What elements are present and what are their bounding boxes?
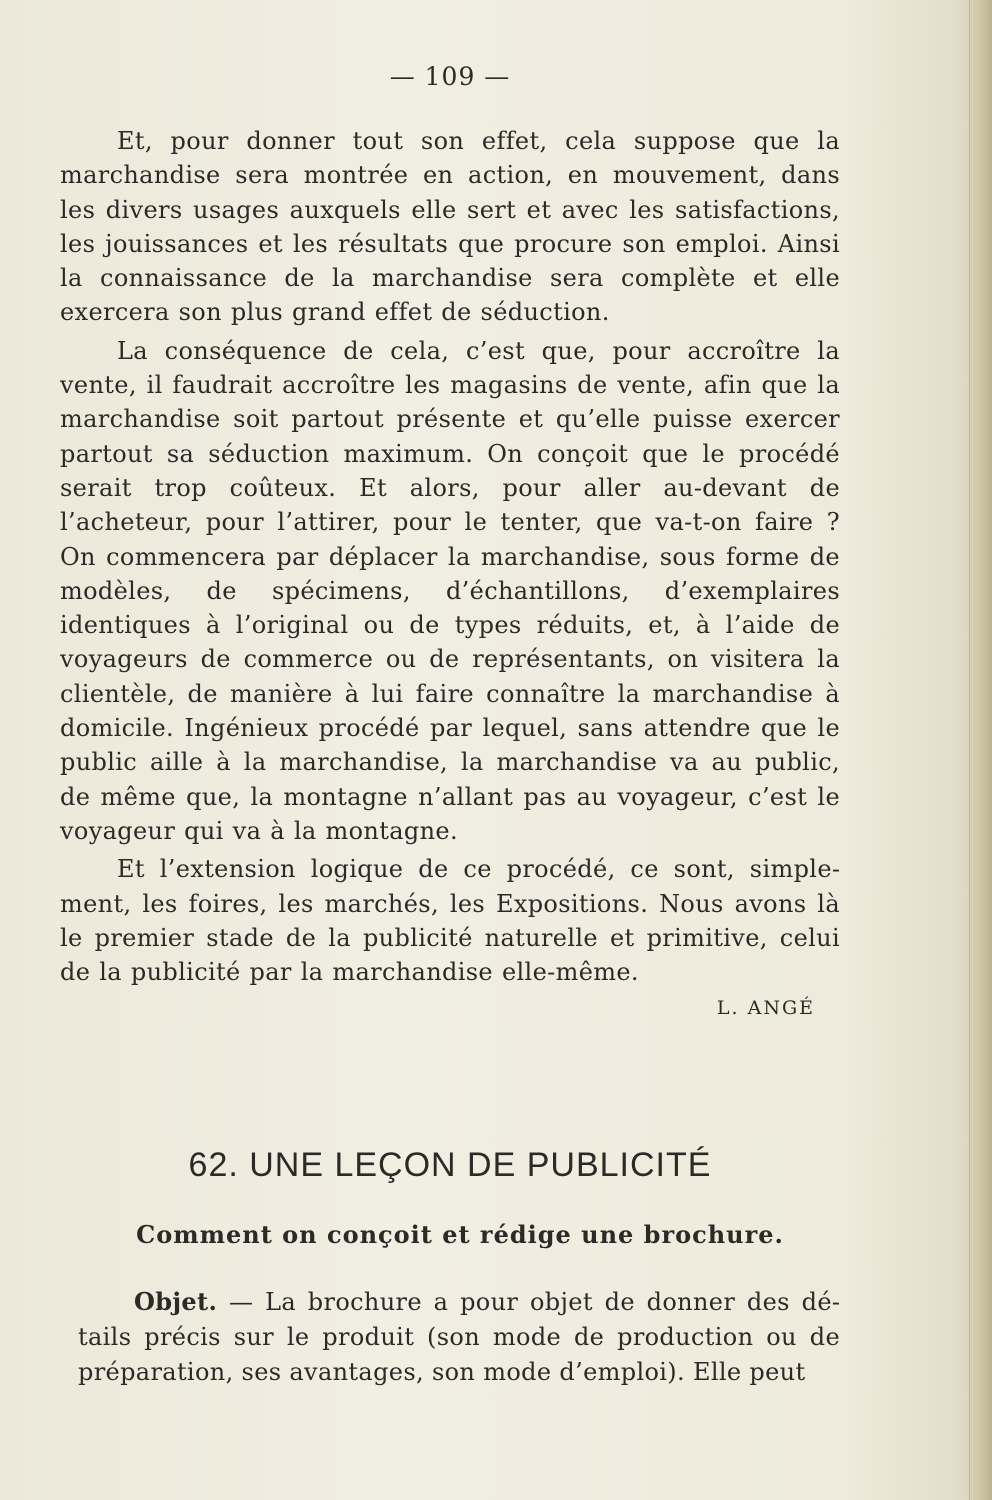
objet-label: Objet. (134, 1287, 218, 1316)
objet-paragraph (78, 1284, 840, 1390)
article-body (60, 124, 840, 1019)
page-edge (969, 0, 992, 1500)
section-title: 62. UNE LEÇON DE PUBLICITÉ (188, 1146, 712, 1184)
objet-text: — La brochure a pour objet de donner des détails précis sur le produit (son mode de production ou de préparation, ses avantages, son mode d’emploi). Elle peut (78, 1288, 840, 1386)
section-subtitle: Comment on conçoit et rédige une brochure. (136, 1220, 784, 1249)
paragraph-3: Et l’extension logique de ce procédé, ce sont, simplement, les foires, les marchés, les Expositions. Nous avons là le premier stade de la publicité naturelle et primitive, celui de la publicité par la marchandise elle-même. (60, 855, 840, 987)
paragraph-2: La conséquence de cela, c’est que, pour accroître la vente, il faudrait accroître les magasins de vente, afin que la marchandise soit partout présente et qu’elle puisse exercer partout sa séduction maximum. On conçoit que le procédé serait trop coûteux. Et alors, pour aller au-devant de l’acheteur, pour l’attirer, pour le tenter, que va-t-on faire ? On commencera par déplacer la marchandise, sous forme de modèles, de spécimens, d’échantillons, d’exemplaires identiques à l’original ou de types réduits, et, à l’aide de voyageurs de commerce ou de représentants, on visitera la clientèle, de manière à lui faire connaître la marchandise à domicile. Ingénieux procédé par lequel, sans attendre que le public aille à la marchandise, la marchandise va au public, de même que, la montagne n’allant pas au voyageur, c’est le voyageur qui va à la montagne. (60, 336, 840, 845)
author-signature: L. ANGÉ (716, 997, 815, 1020)
page-number: — 109 — (389, 62, 511, 91)
paragraph-1: Et, pour donner tout son effet, cela suppose que la marchandise sera montrée en action, en mouvement, dans les divers usages auxquels elle sert et avec les satisfactions, les jouissances et les résultats que procure son emploi. Ainsi la connaissance de la marchandise sera complète et elle exercera son plus grand effet de séduction. (60, 127, 840, 327)
